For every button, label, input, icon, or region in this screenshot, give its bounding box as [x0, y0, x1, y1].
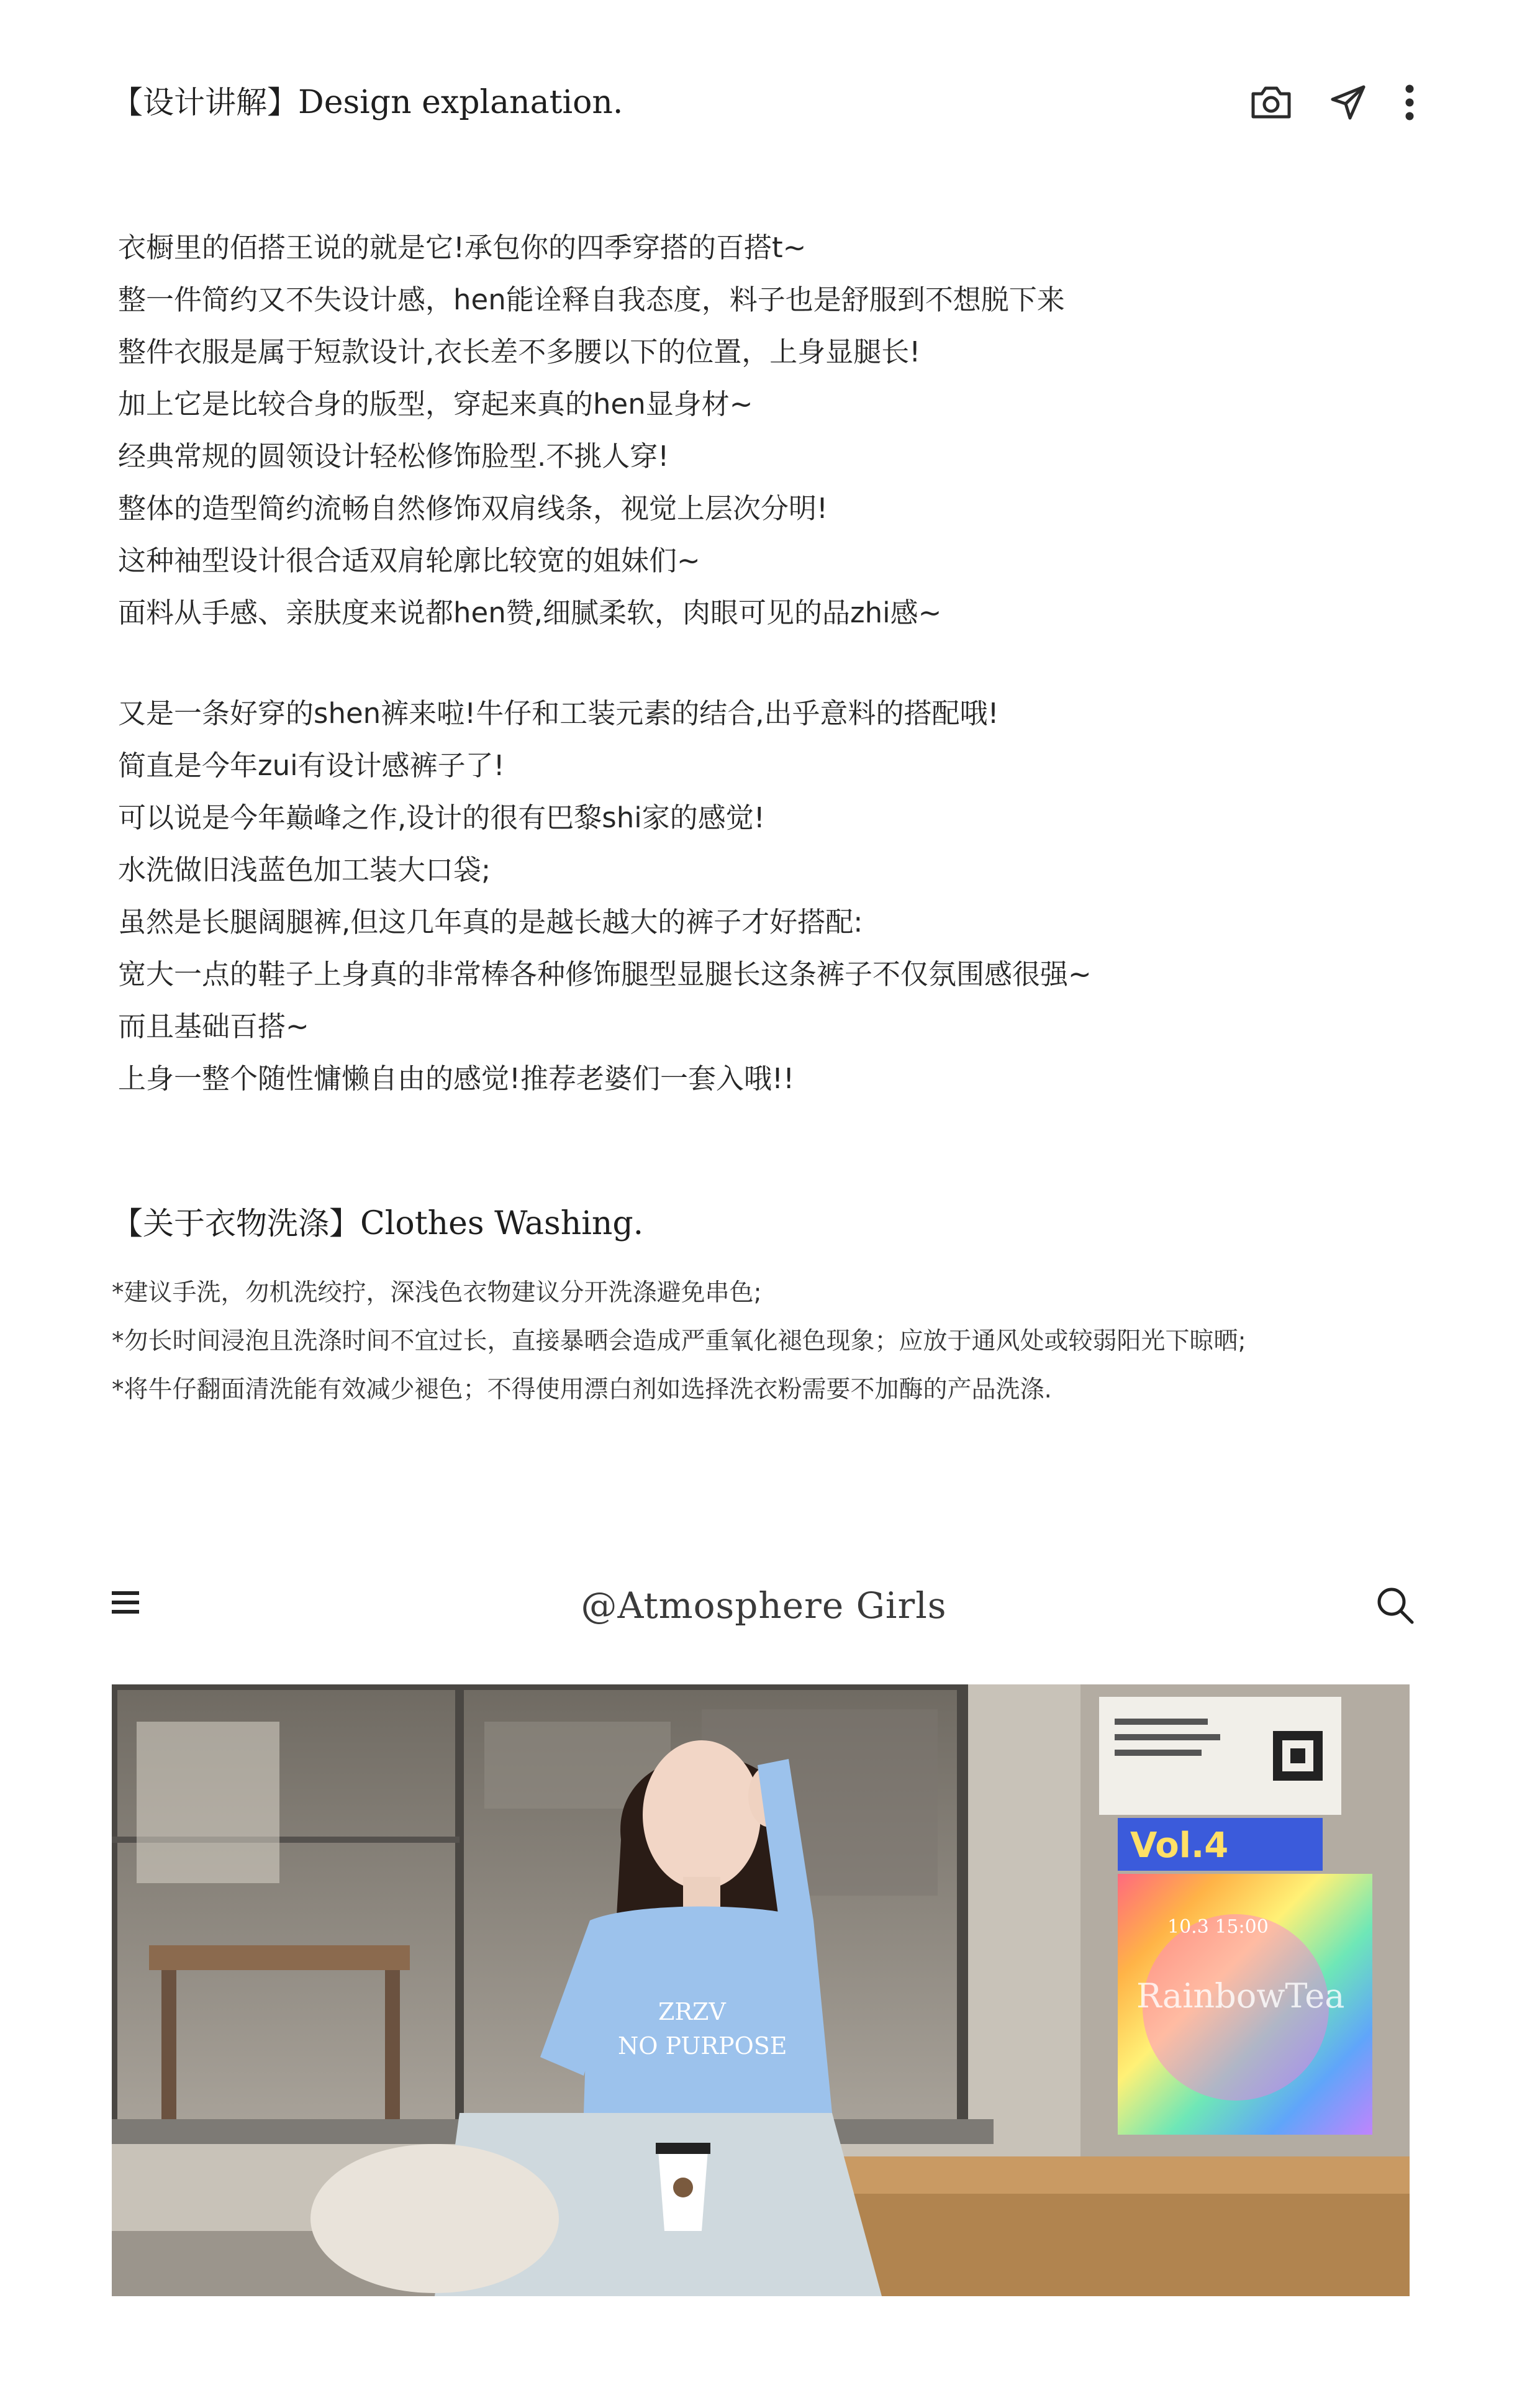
- design-title-en: Design explanation.: [298, 84, 623, 121]
- description-line: 水洗做旧浅蓝色加工装大口袋;: [118, 853, 491, 886]
- description-line: 衣橱里的佰搭王说的就是它!承包你的四季穿搭的百搭t~: [118, 231, 807, 264]
- description-line: 整件衣服是属于短款设计,衣长差不多腰以下的位置，上身显腿长!: [118, 335, 921, 368]
- description-line: 整一件简约又不失设计感，hen能诠释自我态度，料子也是舒服到不想脱下来: [118, 283, 1065, 316]
- washing-title-cn: 【关于衣物洗涤】: [112, 1206, 360, 1242]
- description-line: 加上它是比较合身的版型，穿起来真的hen显身材~: [118, 388, 753, 420]
- shirt-text-slogan: NO PURPOSE: [618, 2032, 787, 2060]
- product-photo: [112, 1684, 1410, 2296]
- description-line: 可以说是今年巅峰之作,设计的很有巴黎shi家的感觉!: [118, 801, 765, 834]
- washing-title-en: Clothes Washing.: [360, 1205, 644, 1242]
- store-header-bar: [112, 1565, 1416, 1646]
- design-title-cn: 【设计讲解】: [112, 84, 298, 120]
- poster-time-text: 10.3 15:00: [1167, 1916, 1269, 1938]
- description-line: 虽然是长腿阔腿裤,但这几年真的是越长越大的裤子才好搭配:: [118, 906, 863, 938]
- design-description-top: [118, 222, 1391, 639]
- description-line: 而且基础百搭~: [118, 1010, 309, 1043]
- description-line: 宽大一点的鞋子上身真的非常棒各种修饰腿型显腿长这条裤子不仅氛围感很强~: [118, 958, 1092, 991]
- washing-section-header: [112, 1186, 1416, 1261]
- description-line: 经典常规的圆领设计轻松修饰脸型.不挑人穿!: [118, 440, 669, 473]
- description-line: 又是一条好穿的shen裤来啦!牛仔和工装元素的结合,出乎意料的搭配哦!: [118, 697, 999, 730]
- poster-vol-text: Vol.4: [1130, 1825, 1229, 1866]
- washing-line: *将牛仔翻面清洗能有效减少褪色；不得使用漂白剂如选择洗衣粉需要不加酶的产品洗涤.: [112, 1376, 1052, 1404]
- washing-section-title: [112, 1186, 643, 1261]
- design-description-bottom: [118, 688, 1391, 1105]
- store-brand-name: @Atmosphere Girls: [581, 1584, 947, 1627]
- camera-icon[interactable]: [1249, 84, 1293, 121]
- design-section-title: [112, 65, 623, 140]
- description-line: 这种袖型设计很合适双肩轮廓比较宽的姐妹们~: [118, 544, 700, 577]
- washing-line: *勿长时间浸泡且洗涤时间不宜过长，直接暴晒会造成严重氧化褪色现象；应放于通风处或较弱阳光下晾晒;: [112, 1327, 1246, 1355]
- description-line: 面料从手感、亲肤度来说都hen赞,细腻柔软，肉眼可见的品zhi感~: [118, 596, 942, 629]
- header-icon-group: [1249, 65, 1416, 140]
- shirt-text-brand: ZRZV: [658, 1998, 726, 2025]
- poster-title-text: RainbowTea: [1136, 1976, 1345, 2015]
- description-line: 简直是今年zui有设计感裤子了!: [118, 749, 505, 782]
- washing-instructions: [112, 1269, 1447, 1414]
- washing-line: *建议手洗，勿机洗绞拧，深浅色衣物建议分开洗涤避免串色;: [112, 1279, 762, 1307]
- design-section-header: [112, 65, 1416, 140]
- description-line: 整体的造型简约流畅自然修饰双肩线条，视觉上层次分明!: [118, 492, 828, 525]
- send-icon[interactable]: [1329, 83, 1367, 122]
- search-icon[interactable]: [1375, 1585, 1416, 1626]
- description-line: 上身一整个随性慵懒自由的感觉!推荐老婆们一套入哦!!: [118, 1062, 795, 1095]
- more-vertical-icon[interactable]: [1403, 83, 1416, 122]
- product-photo-illustration: [112, 1684, 1410, 2296]
